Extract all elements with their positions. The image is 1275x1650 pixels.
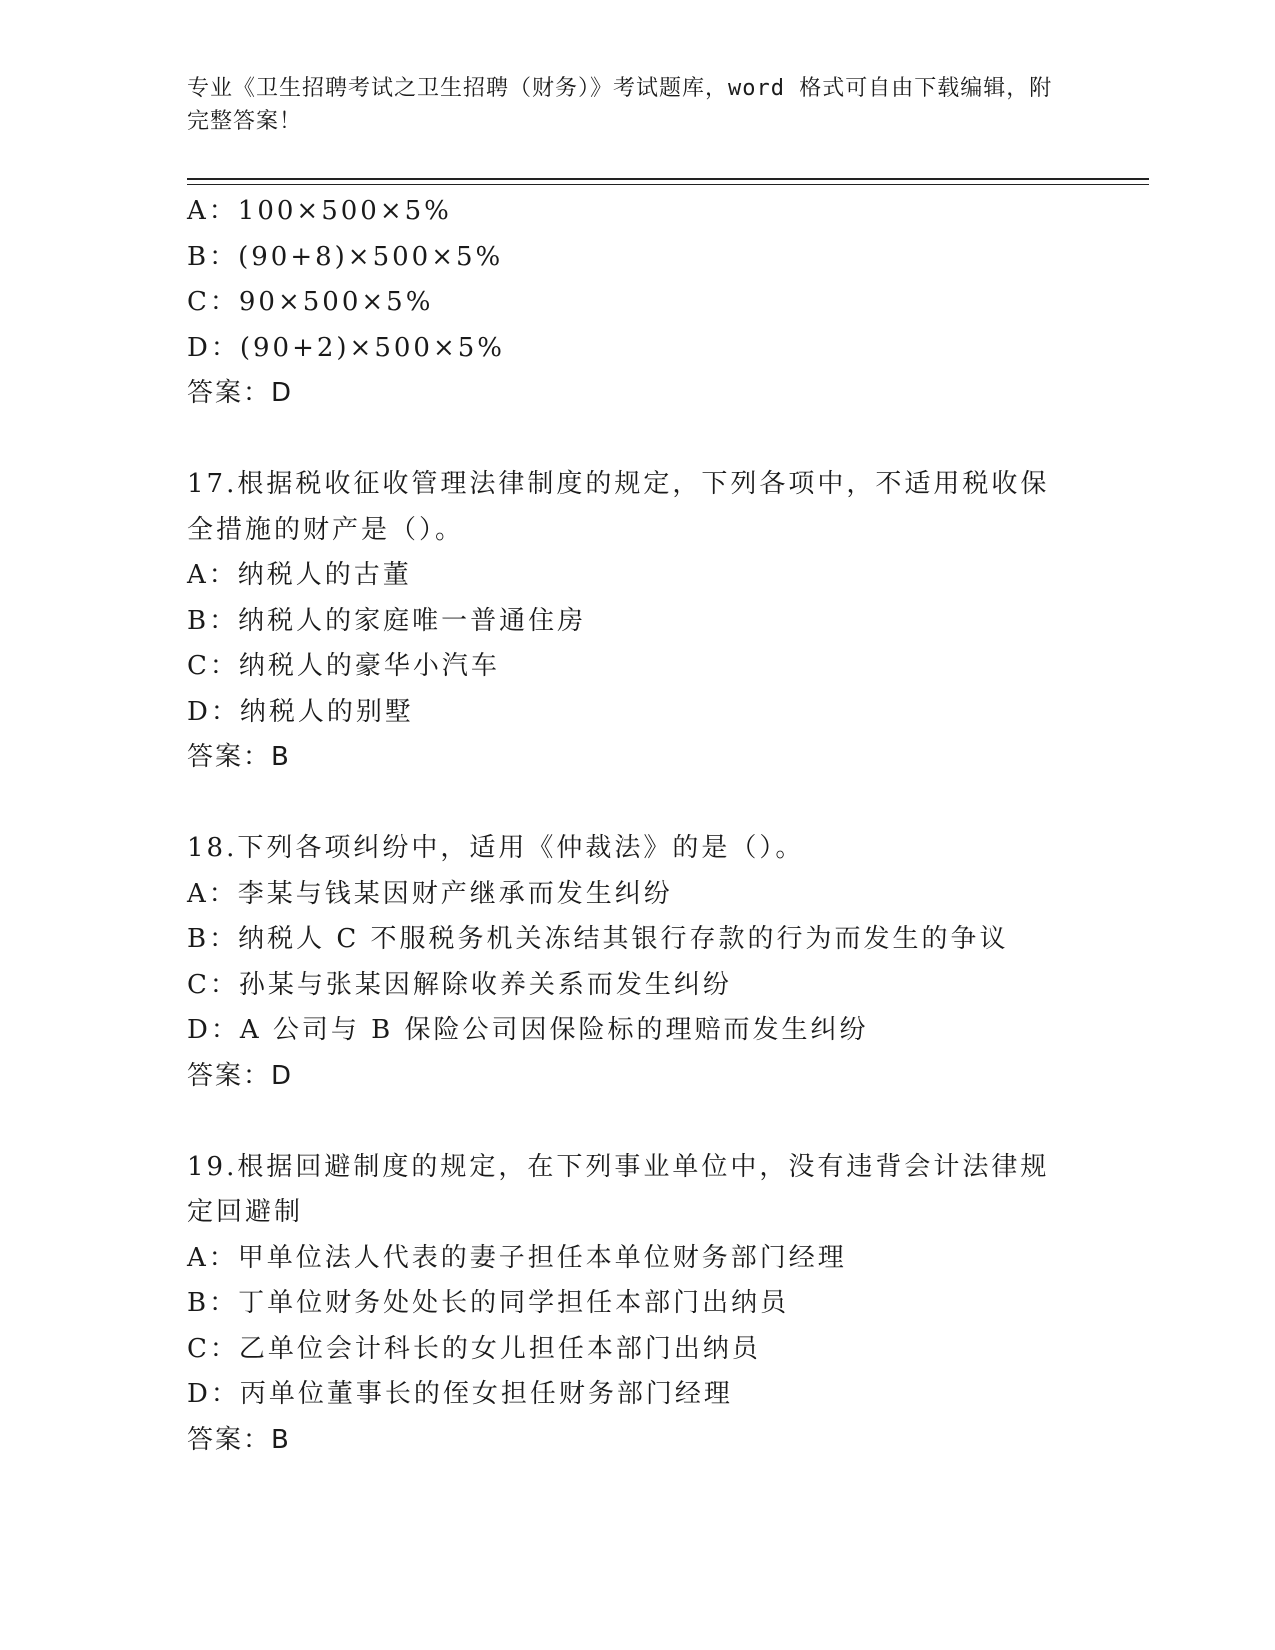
question-text: 18.下列各项纠纷中，适用《仲裁法》的是（）。	[187, 833, 805, 863]
option-b: B：纳税人 C 不服税务机关冻结其银行存款的行为而发生的争议	[187, 924, 1009, 954]
option-b: B：纳税人的家庭唯一普通住房	[187, 605, 587, 636]
option-c: C：90×500×5%	[187, 287, 434, 317]
question-18-block	[187, 826, 1087, 1099]
option-d: D：丙单位董事长的侄女担任财务部门经理	[187, 1379, 733, 1409]
option-a: A：纳税人的古董	[187, 560, 412, 590]
answer-line: 答案：D	[187, 1060, 294, 1091]
question-text: 19.根据回避制度的规定，在下列事业单位中，没有违背会计法律规定回避制	[187, 1151, 1050, 1227]
option-d: D：A 公司与 B 保险公司因保险标的理赔而发生纠纷	[187, 1015, 869, 1045]
option-d: D：(90+2)×500×5%	[187, 332, 505, 363]
answer-line: 答案：B	[187, 1424, 291, 1455]
option-a: A：李某与钱某因财产继承而发生纠纷	[187, 878, 673, 909]
question-17-block	[187, 462, 1087, 781]
question-list	[187, 189, 1087, 1463]
option-c: C：乙单位会计科长的女儿担任本部门出纳员	[187, 1333, 761, 1364]
header-rule-thick	[187, 178, 1149, 180]
answer-line: 答案：B	[187, 742, 291, 772]
option-c: C：孙某与张某因解除收养关系而发生纠纷	[187, 969, 732, 1000]
question-16-block	[187, 189, 1087, 417]
option-d: D：纳税人的别墅	[187, 696, 414, 727]
option-b: B：丁单位财务处处长的同学担任本部门出纳员	[187, 1288, 790, 1318]
answer-line: 答案：D	[187, 378, 294, 408]
question-19-block	[187, 1145, 1087, 1464]
option-a: A：甲单位法人代表的妻子担任本单位财务部门经理	[187, 1242, 847, 1273]
document-header: 专业《卫生招聘考试之卫生招聘（财务）》考试题库，word 格式可自由下载编辑，附完整答案！	[187, 76, 1053, 134]
header-rule-thin	[187, 184, 1149, 185]
question-text: 17.根据税收征收管理法律制度的规定，下列各项中，不适用税收保全措施的财产是（）。	[187, 469, 1050, 545]
option-b: B：(90+8)×500×5%	[187, 241, 504, 272]
option-a: A：100×500×5%	[187, 196, 452, 226]
option-c: C：纳税人的豪华小汽车	[187, 651, 500, 681]
